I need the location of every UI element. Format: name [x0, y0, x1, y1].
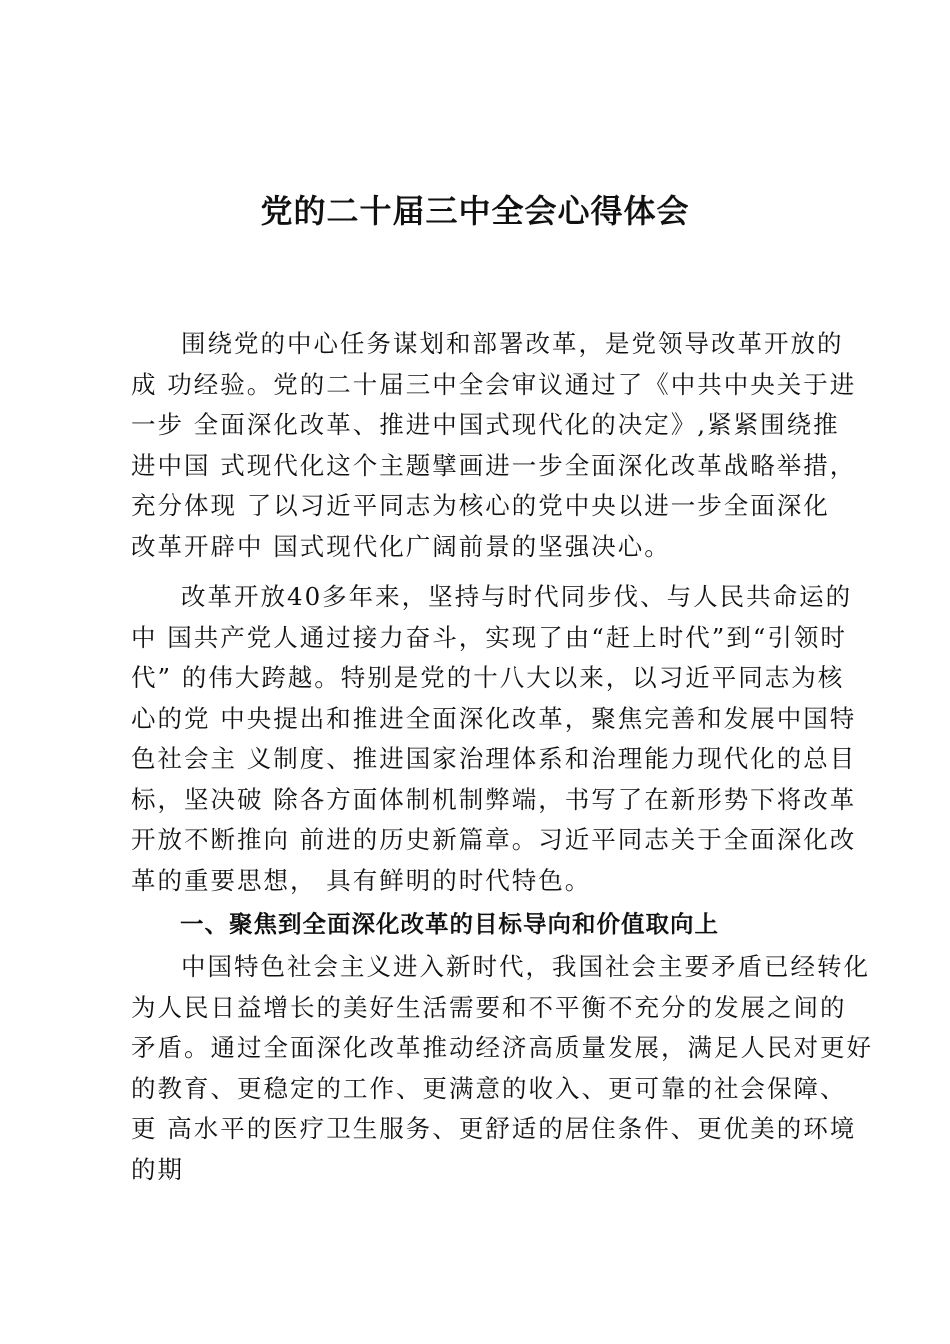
- text-line: 成 功经验。党的二十届三中全会审议通过了《中共中央关于进: [131, 369, 857, 399]
- text-line: 标，坚决破 除各方面体制机制弊端，书写了在新形势下将改革: [131, 784, 857, 814]
- text-line: 中国特色社会主义进入新时代，我国社会主要矛盾已经转化: [181, 952, 870, 981]
- text-line: 一步 全面深化改革、推进中国式现代化的决定》,紧紧围绕推: [131, 410, 840, 439]
- document-title: 党的二十届三中全会心得体会: [260, 192, 690, 230]
- text-line: 为人民日益增长的美好生活需要和不平衡不充分的发展之间的: [131, 992, 847, 1022]
- text-line: 色社会主 义制度、推进国家治理体系和治理能力现代化的总目: [131, 744, 857, 773]
- section-heading: 一、聚焦到全面深化改革的目标导向和价值取向上: [180, 910, 719, 938]
- text-line: 改革开放40多年来，坚持与时代同步伐、与人民共命运的: [181, 582, 853, 611]
- text-line: 充分体现 了以习近平同志为核心的党中央以进一步全面深化: [131, 491, 830, 520]
- text-line: 中 国共产党人通过接力奋斗，实现了由“赶上时代”到“引领时: [131, 622, 847, 652]
- body-paragraph: [131, 324, 857, 567]
- text-line: 更 高水平的医疗卫生服务、更舒适的居住条件、更优美的环境: [131, 1114, 857, 1143]
- body-paragraph: [131, 947, 873, 1190]
- text-line: 的教育、更稳定的工作、更满意的收入、更可靠的社会保障、: [131, 1073, 847, 1103]
- text-line: 开放不断推向 前进的历史新篇章。习近平同志关于全面深化改: [131, 825, 857, 854]
- text-line: 矛盾。通过全面深化改革推动经济高质量发展，满足人民对更好: [131, 1033, 873, 1062]
- text-line: 改革开辟中 国式现代化广阔前景的坚强决心。: [131, 531, 671, 561]
- text-line: 进中国 式现代化这个主题擘画进一步全面深化改革战略举措，: [131, 450, 857, 480]
- text-line: 革的重要思想， 具有鲜明的时代特色。: [131, 865, 592, 895]
- text-line: 围绕党的中心任务谋划和部署改革，是党领导改革开放的: [181, 329, 844, 358]
- text-line: 心的党 中央提出和推进全面深化改革，聚焦完善和发展中国特: [131, 703, 857, 733]
- text-line: 的期: [131, 1154, 184, 1184]
- body-paragraph: [131, 577, 857, 901]
- text-line: 代” 的伟大跨越。特别是党的十八大以来，以习近平同志为核: [131, 663, 845, 692]
